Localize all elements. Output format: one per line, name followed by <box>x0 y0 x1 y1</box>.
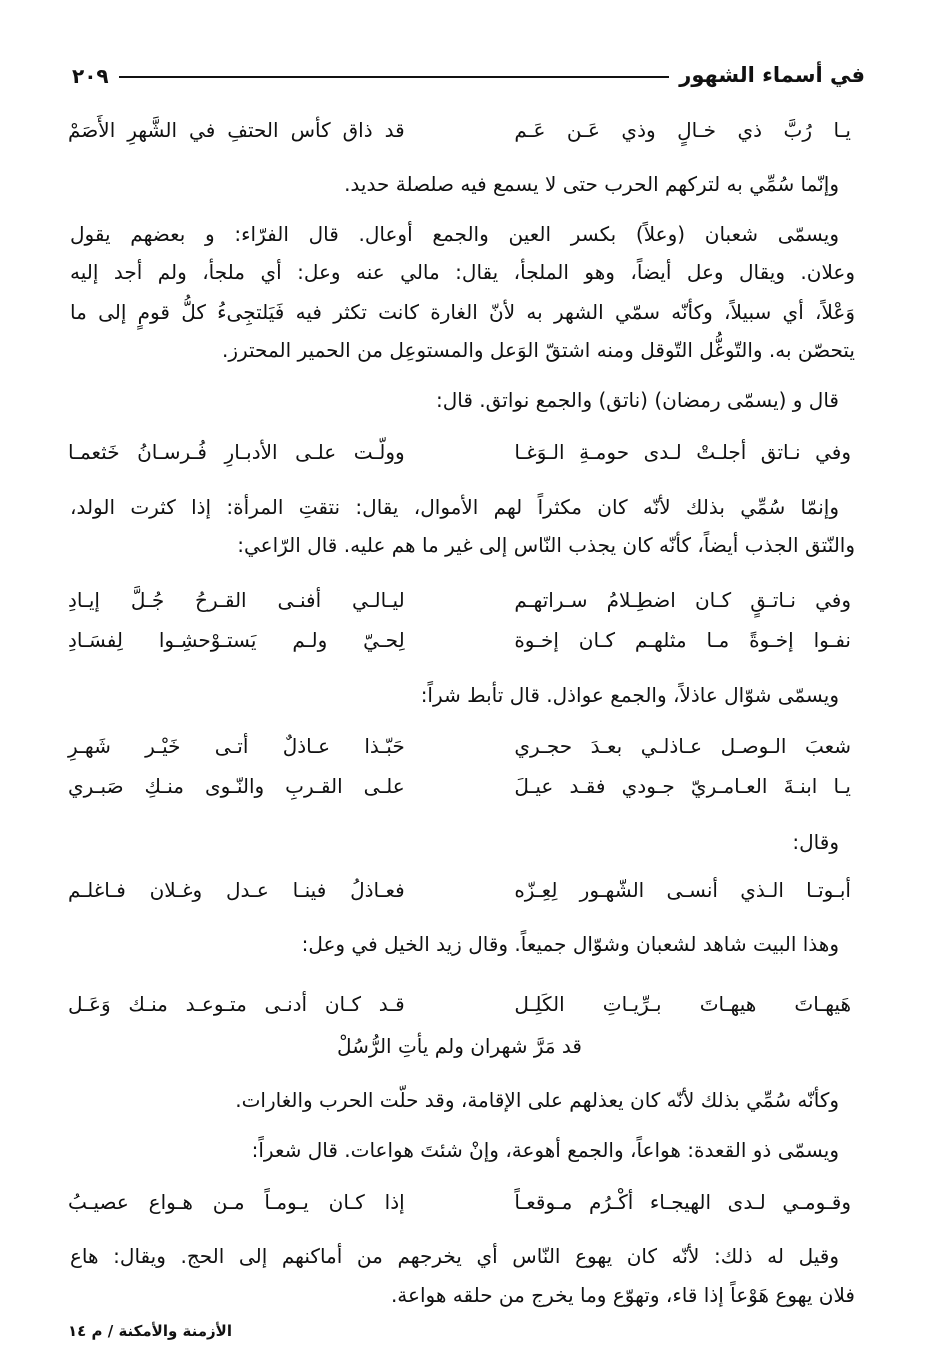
text-line: وكأنّه سُمِّي بذلك لأنّه كان يعذلهم على الإقامة، وقد حلّت الحرب والغارات. <box>235 1088 839 1112</box>
verse-hemistich-left: علـى القـربِ والنّـوى منـكِ صَبـري <box>68 774 405 798</box>
verse-line <box>68 992 851 1016</box>
verse-hemistich-left: قد ذاق كأس الحتفِ في الشَّهرِ الأَصَمْ <box>68 118 405 142</box>
footer-signature: الأزمنة والأمكنة / م ١٤ <box>68 1322 232 1340</box>
verse-hemistich-right: وفي نـاتـقٍ كـان اضطِـلامُ سـراتهـم <box>514 588 851 612</box>
verse-hemistich-right: هَيهـاتَ هيهـاتَ بـرِّيـاتِ الكَلِـل <box>514 992 851 1016</box>
verse-hemistich-left: ليـالـي أفنـى القـرحُ جُـلَّ إيـادِ <box>68 588 405 612</box>
text-line: وهذا البيت شاهد لشعبان وشوّال جميعاً. وقال زيد الخيل في وعل: <box>301 932 839 956</box>
verse-hemistich-left: حَبّـذا عـاذلٌ أتـى خَيْـر شَهـرِ <box>68 734 405 758</box>
verse-hemistich-left: إذا كـان يـومـاً مـن هـواع عصيـبُ <box>68 1190 405 1214</box>
text-line: وعلان. ويقال وعل أيضاً، وهو الملجأ، يقال: مالي عنه وعل: أي ملجأ، ولم أجد إليه <box>70 260 855 284</box>
verse-line <box>68 588 851 612</box>
text-line: وقال: <box>792 830 839 854</box>
running-title: في أسماء الشهور <box>679 63 865 87</box>
text-line: وقيل له ذلك: لأنّه كان يهوع النّاس أي يخرجهم من أماكنهم إلى الحج. ويقال: هاع <box>70 1244 839 1268</box>
verse-hemistich-right: يـا رُبَّ ذي خـالٍ وذي عَـن عَـم <box>514 118 851 142</box>
header-rule <box>119 76 670 78</box>
text-line: ويسمّى شوّال عاذلاً، والجمع عواذل. قال تأبط شراً: <box>420 683 839 707</box>
verse-hemistich-left: فعـاذلُ فينـا عـدل وغـلان فـاغلـم <box>68 878 405 902</box>
text-line: وإنّما سُمِّي به لتركهم الحرب حتى لا يسمع فيه صلصلة حديد. <box>344 172 839 196</box>
text-line: والنّتق الجذب أيضاً، كأنّه كان يجذب النّاس إلى غير ما هم عليه. قال الرّاعي: <box>237 533 855 557</box>
verse-line <box>68 774 851 798</box>
verse-line <box>68 440 851 464</box>
verse-hemistich-right: أبـوتـا الـذي أنسـى الشّهـور لِعِـزّه <box>514 878 851 902</box>
page-number: ٢٠٩ <box>72 64 109 88</box>
text-line: وإنمّا سُمِّي بذلك لأنّه كان مكثراً لهم الأموال، يقال: نتقتِ المرأة: إذا كثرت الولد، <box>70 495 839 519</box>
verse-hemistich-right: وقـومـي لـدى الهيجـاء أكْـرُم مـوقعـاً <box>514 1190 851 1214</box>
verse-line <box>68 118 851 142</box>
verse-hemistich-left: قـد كـان أدنـى متـوعـد منـك وَعَـل <box>68 992 405 1016</box>
text-line: قال و (يسمّى رمضان) (ناتق) والجمع نواتق. قال: <box>435 388 839 412</box>
verse-line <box>68 1190 851 1214</box>
verse-line <box>68 734 851 758</box>
verse-hemistich-right: نفـوا إخـوةً مـا مثلهـم كـان إخـوة <box>514 628 851 652</box>
verse-center-line: قد مَرَّ شهران ولم يأتِ الرُّسُلْ <box>337 1034 582 1058</box>
text-line: ويسمّى شعبان (وعلاً) بكسر العين والجمع أوعال. قال الفرّاء: و بعضهم يقول <box>70 222 839 246</box>
text-line: وَعْلاً، أي سبيلاً، وكأنّه سمّي الشهر به لأنّ الغارة كانت تكثر فيه فَيَلتجِىءُ كلُّ قومٍ إلى ما <box>70 300 855 324</box>
verse-line <box>68 628 851 652</box>
verse-hemistich-right: شعبَ الـوصـل عـاذلـي بعـدَ حجـري <box>514 734 851 758</box>
verse-line <box>68 878 851 902</box>
verse-hemistich-right: وفي نـاتق أجلـتْ لـدى حومـةِ الـوَغـا <box>514 440 851 464</box>
text-line: يتحصّن به. والتّوغُّل التّوقل ومنه اشتقّ الوَعل والمستوعِل من الحمير المحترز. <box>221 338 855 362</box>
text-line: ويسمّى ذو القعدة: هواعاً، والجمع أهوعة، وإنْ شئتَ هواعات. قال شعراً: <box>251 1138 839 1162</box>
verse-hemistich-left: وولّـت علـى الأدبـارِ فُـرسـانُ خَثعمـا <box>68 440 405 464</box>
running-header <box>72 52 865 86</box>
text-line: فلان يهوع هَوْعاً إذا قاء، وتهوّع وما يخرج من حلقه هواعة. <box>390 1283 855 1307</box>
verse-hemistich-left: لِحـيّ ولـم يَستـوْحشِـوا لِفسَـادِ <box>68 628 405 652</box>
verse-hemistich-right: يـا ابنـةَ العـامـريّ جـودي فقـد عيـلَ <box>514 774 851 798</box>
